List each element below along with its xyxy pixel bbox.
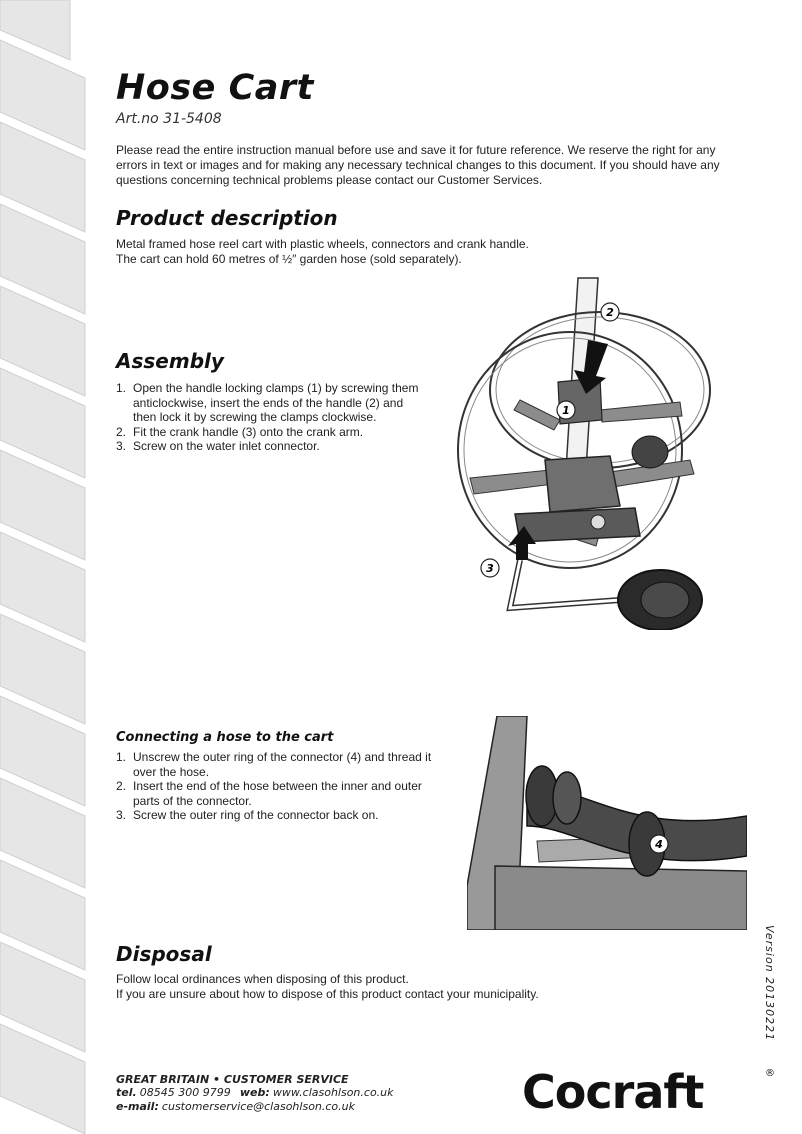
connecting-step: 2. Insert the end of the hose between the inner and outer parts of the connector. — [116, 779, 422, 808]
page-edge-decoration — [0, 0, 95, 1134]
callout-1-icon — [557, 401, 575, 419]
article-number: Art.no 31-5408 — [116, 111, 222, 127]
connecting-section — [116, 730, 436, 823]
version-label: Version 20130221 — [763, 925, 776, 1042]
web-label: web: — [239, 1086, 270, 1099]
svg-text:4: 4 — [655, 838, 663, 851]
svg-text:®: ® — [765, 1068, 775, 1079]
product-description-line: The cart can hold 60 metres of ½″ garden hose (sold separately). — [116, 252, 462, 266]
email-link[interactable]: customerservice@clasohlson.co.uk — [161, 1100, 356, 1113]
email-label: e-mail: — [116, 1100, 159, 1113]
assembly-heading: Assembly — [116, 349, 224, 373]
footer-heading: GREAT BRITAIN • CUSTOMER SERVICE — [116, 1073, 349, 1086]
disposal-heading: Disposal — [116, 942, 212, 966]
connecting-step: 3. Screw the outer ring of the connector back on. — [116, 808, 379, 822]
connecting-step: 1. Unscrew the outer ring of the connector (4) and thread it over the hose. — [116, 750, 432, 779]
hose-cart-illustration — [450, 270, 750, 630]
callout-2-icon — [601, 303, 619, 321]
disposal-section — [116, 942, 676, 1002]
assembly-step: 3. Screw on the water inlet connector. — [116, 439, 320, 453]
disposal-line: Follow local ordinances when disposing of this product. — [116, 972, 409, 986]
product-description-line: Metal framed hose reel cart with plastic wheels, connectors and crank handle. — [116, 237, 529, 251]
connector-illustration — [467, 716, 747, 930]
cocraft-logo — [522, 1062, 777, 1114]
svg-text:Cocraft: Cocraft — [522, 1065, 704, 1114]
tel-label: tel. — [116, 1086, 137, 1099]
assembly-step: 2. Fit the crank handle (3) onto the crank arm. — [116, 424, 364, 439]
customer-service-footer — [116, 1073, 394, 1114]
tel-value: 08545 300 9799 — [139, 1086, 231, 1099]
intro-text: Please read the entire instruction manual before use and save it for future reference. We reserve the right for any errors in text or images and for making any necessary technical changes to this document. If you should have any questions concerning technical problems please contact our Customer Services. — [116, 143, 720, 187]
svg-text:1: 1 — [562, 404, 570, 417]
page-title: Hose Cart — [116, 68, 314, 108]
product-description-section — [116, 206, 676, 267]
callout-3-icon — [481, 559, 499, 577]
svg-text:2: 2 — [606, 306, 614, 319]
web-link[interactable]: www.clasohlson.co.uk — [272, 1086, 394, 1099]
disposal-line: If you are unsure about how to dispose of this product contact your municipality. — [116, 987, 539, 1001]
product-description-heading: Product description — [116, 206, 338, 230]
connecting-heading: Connecting a hose to the cart — [116, 730, 334, 745]
callout-4-icon — [650, 835, 668, 853]
svg-text:3: 3 — [486, 562, 494, 575]
assembly-section — [116, 349, 426, 454]
assembly-step: 1. Open the handle locking clamps (1) by screwing them anticlockwise, insert the ends of the handle (2) and then lock it by screwing the clamps clockwise. — [116, 381, 419, 424]
